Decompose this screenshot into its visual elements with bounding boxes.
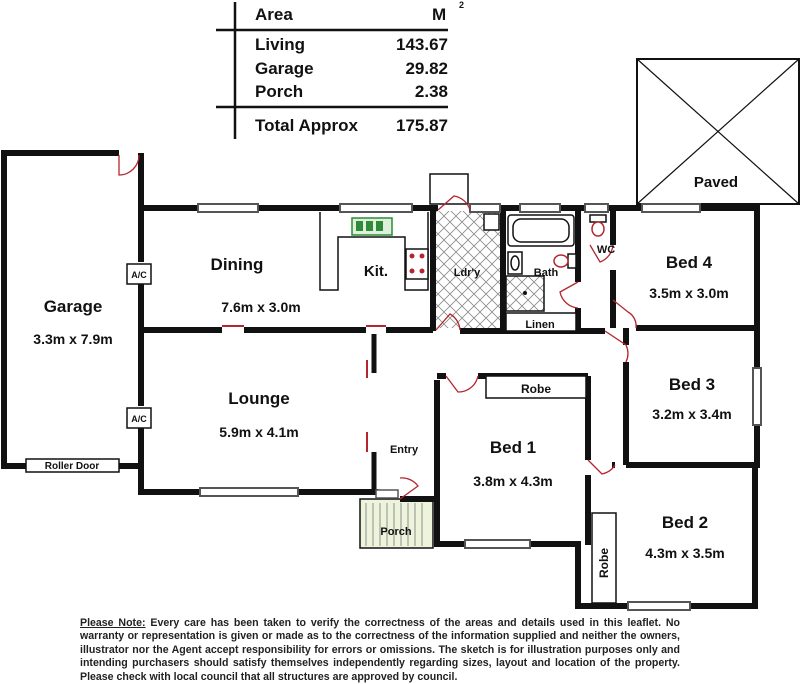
area-table-rules [216,2,448,139]
area-total-label: Total Approx [255,116,358,135]
roller-door-label: Roller Door [44,461,100,472]
area-row-value: 143.67 [396,35,448,54]
robe-label: Robe [521,382,551,396]
garage-label: Garage [43,297,103,316]
bath-label: Bath [533,267,559,279]
bed2-label: Bed 2 [661,513,709,532]
porch-area [360,499,433,548]
bed2-dims: 4.3m x 3.5m [645,545,725,561]
disclaimer-body: Every care has been taken to verify the correctness of the areas and details used in this leaflet. No warranty or representation is given or made as to the correctness of the information supplied and neither the owners, illustrator nor the Agent accept responsibility for errors or omissions. The sketch is for illustration purposes only and intending purchasers should satisfy themselves independently regarding sizes, layout and location of the property. Please check with local council that all structures are approved by council. [80,617,681,683]
ac-label: A/C [131,414,147,424]
area-total-value: 175.87 [396,116,448,135]
bed3-label: Bed 3 [668,375,716,394]
area-header-unit-sup: 2 [459,0,465,10]
porch-label: Porch [380,526,412,538]
area-row-label: Garage [255,59,314,78]
area-header-unit: M [432,5,447,24]
area-row-label: Porch [255,82,304,101]
bed1-dims: 3.8m x 4.3m [473,473,553,489]
bed4-label: Bed 4 [665,253,713,272]
linen-label: Linen [525,319,555,331]
garage-dims: 3.3m x 7.9m [33,331,113,347]
area-header-label: Area [255,5,293,24]
entry-label: Entry [389,444,419,456]
laundry-label: Ldr'y [453,267,481,279]
disclaimer-lead: Please Note: [80,617,146,629]
dining-label: Dining [210,255,264,274]
bed1-label: Bed 1 [489,438,537,457]
bed4-dims: 3.5m x 3.0m [649,285,729,301]
bed3-dims: 3.2m x 3.4m [652,406,732,422]
lounge-dims: 5.9m x 4.1m [219,424,299,440]
robe-label: Robe [597,548,611,578]
area-row-value: 2.38 [414,82,448,101]
dining-dims: 7.6m x 3.0m [221,299,301,315]
kitchen-label: Kit. [363,263,389,280]
paved-label: Paved [693,174,739,191]
wc-label: WC [596,244,616,256]
disclaimer-note [80,617,680,684]
lounge-label: Lounge [228,389,290,408]
area-row-label: Living [255,35,306,54]
ac-label: A/C [131,270,147,280]
area-row-value: 29.82 [405,59,448,78]
